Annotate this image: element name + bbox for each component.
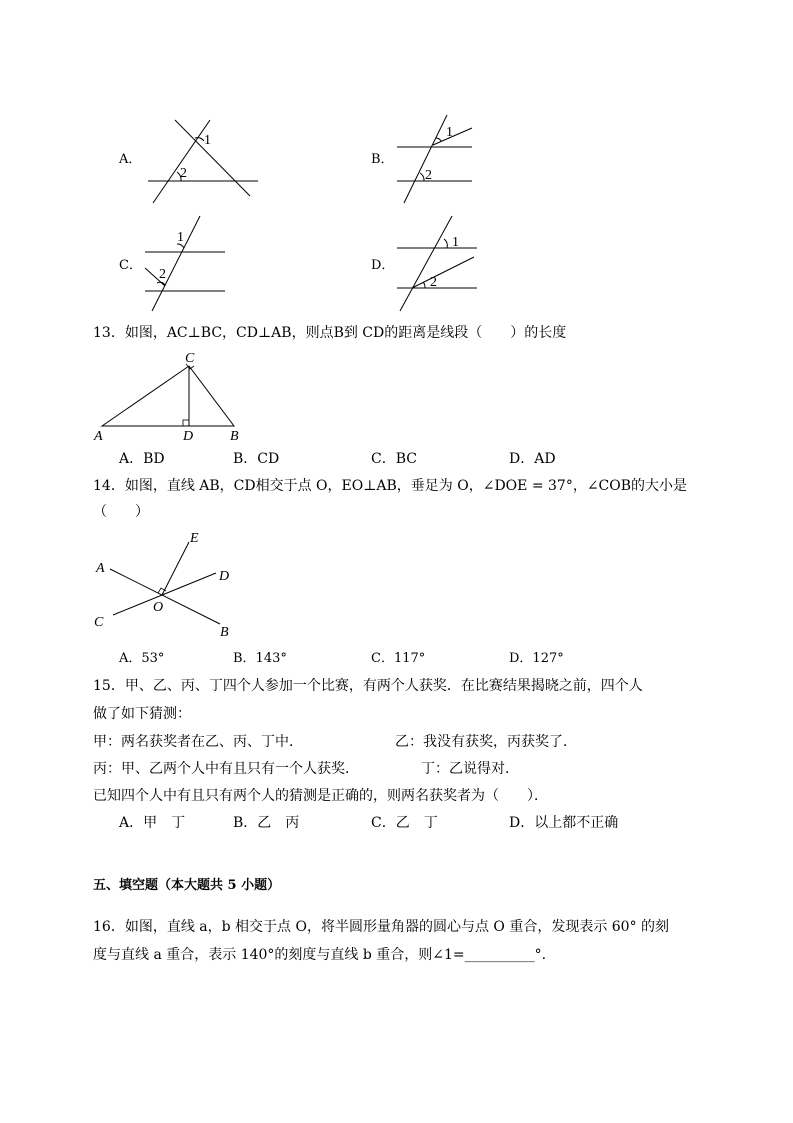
angle-2-label: 2 <box>425 168 432 183</box>
angle-2-label: 2 <box>159 267 166 282</box>
point-b-label: B <box>230 429 239 444</box>
q15-option-b[interactable]: B．乙 丙 <box>233 815 300 831</box>
angle-1-label: 1 <box>177 230 184 245</box>
point-c-label: C <box>185 351 195 366</box>
q15-stem-line2: 做了如下猜测： <box>93 706 191 722</box>
q13-option-d[interactable]: D．AD <box>509 451 556 467</box>
point-a-label: A <box>96 561 105 576</box>
q14-option-d[interactable]: D．127° <box>509 651 564 666</box>
q15-guess-ding: 丁：乙说得对． <box>421 761 519 777</box>
figure-12b <box>392 110 477 205</box>
angle-1-label: 1 <box>452 235 459 250</box>
q15-guess-bing: 丙：甲、乙两个人中有且只有一个人获奖． <box>93 761 359 777</box>
section-5-title: 五、填空题（本大题共 5 小题） <box>93 878 281 893</box>
point-b-label: B <box>220 625 229 640</box>
option-a-label: A． <box>119 152 142 167</box>
q15-guess-jia: 甲：两名获奖者在乙、丙、丁中． <box>93 734 303 750</box>
figure-12d <box>392 213 482 313</box>
point-d-label: D <box>183 429 194 444</box>
option-b-label: B． <box>371 152 394 167</box>
q14-option-a[interactable]: A．53° <box>119 651 165 666</box>
point-c-label: C <box>94 615 104 630</box>
q13-option-a[interactable]: A．BD <box>119 451 165 467</box>
point-d-label: D <box>219 569 230 584</box>
q16-stem-line1: 16．如图，直线 a，b 相交于点 O，将半圆形量角器的圆心与点 O 重合，发现表示 60° 的刻 <box>93 919 670 935</box>
angle-2-label: 2 <box>180 166 187 181</box>
q14-stem-bracket: （ ） <box>93 504 149 520</box>
q15-stem-line3: 已知四个人中有且只有两个人的猜测是正确的，则两名获奖者为（ ）． <box>93 788 548 804</box>
figure-12a <box>140 110 265 205</box>
angle-1-label: 1 <box>446 125 453 140</box>
angle-2-label: 2 <box>430 275 437 290</box>
option-c-label: C． <box>119 258 142 273</box>
q13-option-c[interactable]: C．BC <box>371 451 417 467</box>
q16-stem-line2: 度与直线 a 重合，表示 140°的刻度与直线 b 重合，则∠1=__________°. <box>93 947 547 963</box>
q14-stem: 14．如图，直线 AB，CD相交于点 O，EO⊥AB，垂足为 O，∠DOE = 37°，∠COB的大小是 <box>93 478 688 494</box>
angle-1-label: 1 <box>204 133 211 148</box>
q15-option-a[interactable]: A．甲 丁 <box>119 815 186 831</box>
q15-option-c[interactable]: C．乙 丁 <box>371 815 438 831</box>
q13-option-b[interactable]: B．CD <box>233 451 280 467</box>
q13-stem: 13．如图，AC⊥BC，CD⊥AB，则点B到 CD的距离是线段（ ）的长度 <box>93 325 567 341</box>
q15-stem-line1: 15．甲、乙、丙、丁四个人参加一个比赛，有两个人获奖．在比赛结果揭晓之前，四个人 <box>93 678 643 694</box>
q14-option-c[interactable]: C．117° <box>371 651 426 666</box>
q15-option-d[interactable]: D．以上都不正确 <box>509 815 619 831</box>
point-o-label: O <box>153 600 164 615</box>
figure-14-lines <box>88 525 248 643</box>
point-a-label: A <box>94 429 103 444</box>
figure-13-triangle <box>90 346 250 446</box>
option-d-label: D． <box>371 258 395 273</box>
q14-option-b[interactable]: B．143° <box>233 651 287 666</box>
q15-guess-yi: 乙：我没有获奖，丙获奖了． <box>395 734 577 750</box>
point-e-label: E <box>190 531 199 546</box>
figure-12c <box>140 213 230 313</box>
